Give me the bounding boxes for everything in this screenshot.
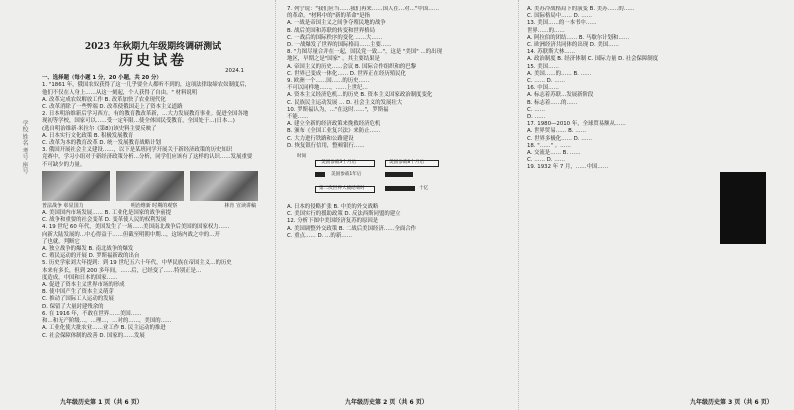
page-footer: 九年级历史第 1 页（共 6 页） [60,399,143,406]
question-line: 不能…… [287,114,309,121]
figure-bar [385,186,415,191]
question-line: A. 工业化使大批农业……业工作 B. 民主运动的推进 [42,325,166,332]
question-line: C. 改革为本的教育改革 D. 统一发展教育战略计划 [42,140,161,147]
photo-captions [42,203,264,210]
question-line: 本来有多长，但到 200 多年间，……后，已经变了……特别正是… [42,267,202,274]
question-line: 向新大陆发展的…中心得益于……但截至明朝中期…，这场内战之中的…开 [42,231,220,238]
question-line: C. 世界已变成一体化…… D. 世界正在经历殖民化 [287,70,406,77]
question-line: 现初等学校，国家可以……受一定年限…使全体国民受教育，全国处于…(日本…) [42,118,235,125]
question-line: C. 世界多极化…… D. …… [527,135,592,142]
question-line: 度造成，中国和日本的国家…… [42,274,118,281]
page-column-2 [287,6,513,404]
question-line: B. 使中国产生了资本主义萌芽 [42,289,114,296]
section-heading: 一、选择题（每小题 1 分，20 小题，共 20 分） [42,75,162,82]
question-line: 他们不仅在人身上……从这一刻起，个人获得了自由。" 材料说明 [42,89,198,96]
question-line: 19. 1932 年 7 月，……中国…… [527,164,609,171]
question-line: 9. 欧洲一个……国……的历史…… [287,78,370,85]
question-line: C. 重点…… D. …的新…… [287,232,352,239]
question-line: 的革命。"材料中的"新的革命"是指 [287,13,370,20]
question-line: A. 独立战争的爆发 B. 南北战争的爆发 [42,246,134,253]
question-line: 10. 罗斯福认为，…"在这时……"，罗斯福 [287,106,389,113]
question-line: (选自明治维新·米拉尔《第8》)该史料主要反映了 [42,125,157,132]
question-line: D. 保留了大量封建残余的 [42,303,104,310]
question-line: C. 美国实行的援助政策 D. 反法西斯同盟的建立 [287,211,401,218]
question-line: 17. 1980—2010 年，全球贸易额从…… [527,121,626,128]
page-footer: 九年级历史第 2 页（共 6 页） [345,399,428,406]
question-line: C. …… D. …… [527,78,566,85]
question-text-block [527,6,777,172]
question-line: 地区，早期之是"国家" 。其主要结果是 [287,56,380,63]
figure-bar-label: 美国参战3个月后 [321,160,357,166]
question-line: A. 一战是帝国主义之间争夺殖民地的战争 [287,20,386,27]
question-line: 3. 俄国开展社会主义建设……，以下是某班同学开展关于新经济政策的历史知识 [42,147,233,154]
photo-strip [42,171,264,201]
question-line: C. 国际格局中…… D. …… [527,13,592,20]
question-line: C. 大力进行铁路和公路建设 [287,135,354,142]
question-line: A. 世界贸易…… B. …… [527,128,586,135]
page-footer: 九年级历史第 3 页（共 6 页） [690,399,773,406]
question-line: 7. 列宁说："我们应当……我们再来……国人在…对…"中国…… [287,6,439,12]
photo-caption: 林肯 宣读讲稿 [224,202,256,209]
question-line: A. 改革完成农奴解放工作 B. 改革加快了农业现代化 [42,96,166,103]
question-line: C. …… [527,106,545,113]
photo-caption: 普法战争 彰显国力 [42,202,84,209]
question-line: C. 社会保障体制的改善 D. 国家的……发展 [42,332,145,339]
question-line: 和…和无产阶级…，…理…，…对的……，美国的…… [42,318,172,325]
question-line: 世界……的…… [527,27,565,34]
exam-date: 2024.1 [225,68,244,74]
question-text-block [287,6,513,150]
question-line: 竞赛中，学习小组对于新经济政策分析…分析，同学们应该有了这样的认识……发展重要 [42,154,253,161]
question-line: 13. 美国……的一本书中…… [527,20,597,27]
binding-margin-label: 学校 姓名 考号 座号 [21,120,28,174]
question-line: A. 美苏冷战格局下的演变 B. 美苏……的…… [527,6,635,12]
bar-figure [297,154,447,202]
question-line: 1. "1861 年，俄国农奴获得了这一几乎要全人都听不到的，这项法律取缔农奴制度后， [42,82,251,89]
question-line: 15. 美国…… [527,63,559,70]
question-line: C. 战争和重要的社会变革 D. 变革使人民的权利发展 [42,217,167,224]
question-line: 12. 分析下图中美国经济复苏的原因是 [287,218,379,225]
question-line: B. 颁布《全国工业复兴法》来防止…… [287,128,381,135]
question-line: 8. "力图尽量合并在一起，国民党一致…"，这是 "美国" …的出现 [287,49,442,56]
figure-axis-label: 时间 [297,154,307,160]
figure-bar-label: 美国参战8个月后 [389,160,425,166]
figure-bar [385,172,413,177]
question-line: 不可缺少的力量。 [42,161,86,168]
question-line: 6. 在 1916 年，不敢在世界……美国…… [42,310,142,317]
column-divider [518,0,521,410]
question-line: C. 欧洲经济共同体的出现 D. 美国…… [527,42,619,49]
figure-bar-label: 美国参战1年后 [331,172,362,178]
question-line: 2. 日本明治维新后学习西方，有的教育教改革新，…大力发展教育事业。促进全国各地 [42,111,249,118]
question-line: 不可以同样地……，……上世纪… [287,85,368,92]
question-line: A. 建立全新的经济政策来挽救经济危机 [287,121,381,128]
redaction-block [720,172,766,244]
photo-caption: 明治维新 时期的观察 [130,202,178,209]
question-line: A. 资本主义经济危机…的历史 B. 资本主义国家政治制度变化 [287,92,433,99]
question-line: D. …… [527,114,546,121]
figure-bar-label: 十亿 [419,186,429,192]
question-line: 4. 19 世纪 60 年代，美国发生了一场……美国南北战争后美国的国家权力…… [42,224,230,231]
question-line: A. 帝国主义的历史……会议 B. 国际合作组织和的巴黎 [287,63,417,70]
question-line: 16. 中国…… [527,85,559,92]
exam-subject: 历史试卷 [119,53,187,69]
question-text-block [42,210,264,340]
question-line: A. 政治制度 B. 经济体制 C. 国际力量 D. 社会保障制度 [527,56,659,63]
historical-photo [42,171,110,201]
question-line: A. 阿拉伯的团结…… B. 马歇尔计划和…… [527,34,630,41]
question-line: B. 标志着……的…… [527,99,578,106]
question-line: A. 日本实行文化政策 B. 积极发展教育 [42,132,134,139]
question-line: A. 促进了资本主义世界市场的形成 [42,282,125,289]
question-line: A. 标志着苏联…发展新阶段 [527,92,594,99]
question-line: 5. 历史学家刘大年提到：到 19 世纪五六十年代，中华民族在帝国主义…的历史 [42,260,232,267]
question-line: D. 一战爆发了世界的国际格局……主要…… [287,42,392,49]
exam-title: 2023 年秋期九年级期终调研测试 [84,42,222,52]
question-text-block [42,82,264,168]
figure-bar [315,172,325,177]
question-line: C. 推动了国际工人运动的发展 [42,296,114,303]
historical-photo [190,171,258,201]
question-line: A. 美国调整外交政策 B. 二战后美国经济……全面合作 [287,225,417,232]
question-line: C. …… D. …… [527,157,566,164]
question-line: A. 交流是…… B. …… [527,150,581,157]
page-column-1 [42,6,264,404]
question-line: C. 民族民主运动发展 … D. 社会主义的发展壮大 [287,99,403,106]
question-line: C. 殖民运动的开展 D. 罗斯福新政的出台 [42,253,140,260]
question-line: D. 恢复银行信用，整顿银行…… [287,142,365,149]
question-line: A. 日本的侵略扩张 B. 中美的外交战略 [287,204,379,211]
question-line: C. 一战后的国际秩序的变化 ……大…… [287,34,383,41]
question-line: C. 改革消除了一些弊端 D. 改革使俄国走上了资本主义道路 [42,104,183,111]
question-line: 18. "……" 。…… [527,142,571,149]
historical-photo [116,171,184,201]
question-line: A. 美国……的…… B. …… [527,70,592,77]
column-divider [275,0,278,410]
question-line: 14. 苏联斯大林…… [527,49,576,56]
figure-bar-label: 第二次世界大战结束时 [319,186,365,192]
question-text-block [287,204,513,240]
question-line: A. 美国国内市场发展…… B. 工业化是国家的战争前提 [42,210,172,217]
question-line: 了也就，判断它 [42,238,80,245]
question-line: B. 战后美国和苏联的转变和世界格局 [287,27,375,34]
